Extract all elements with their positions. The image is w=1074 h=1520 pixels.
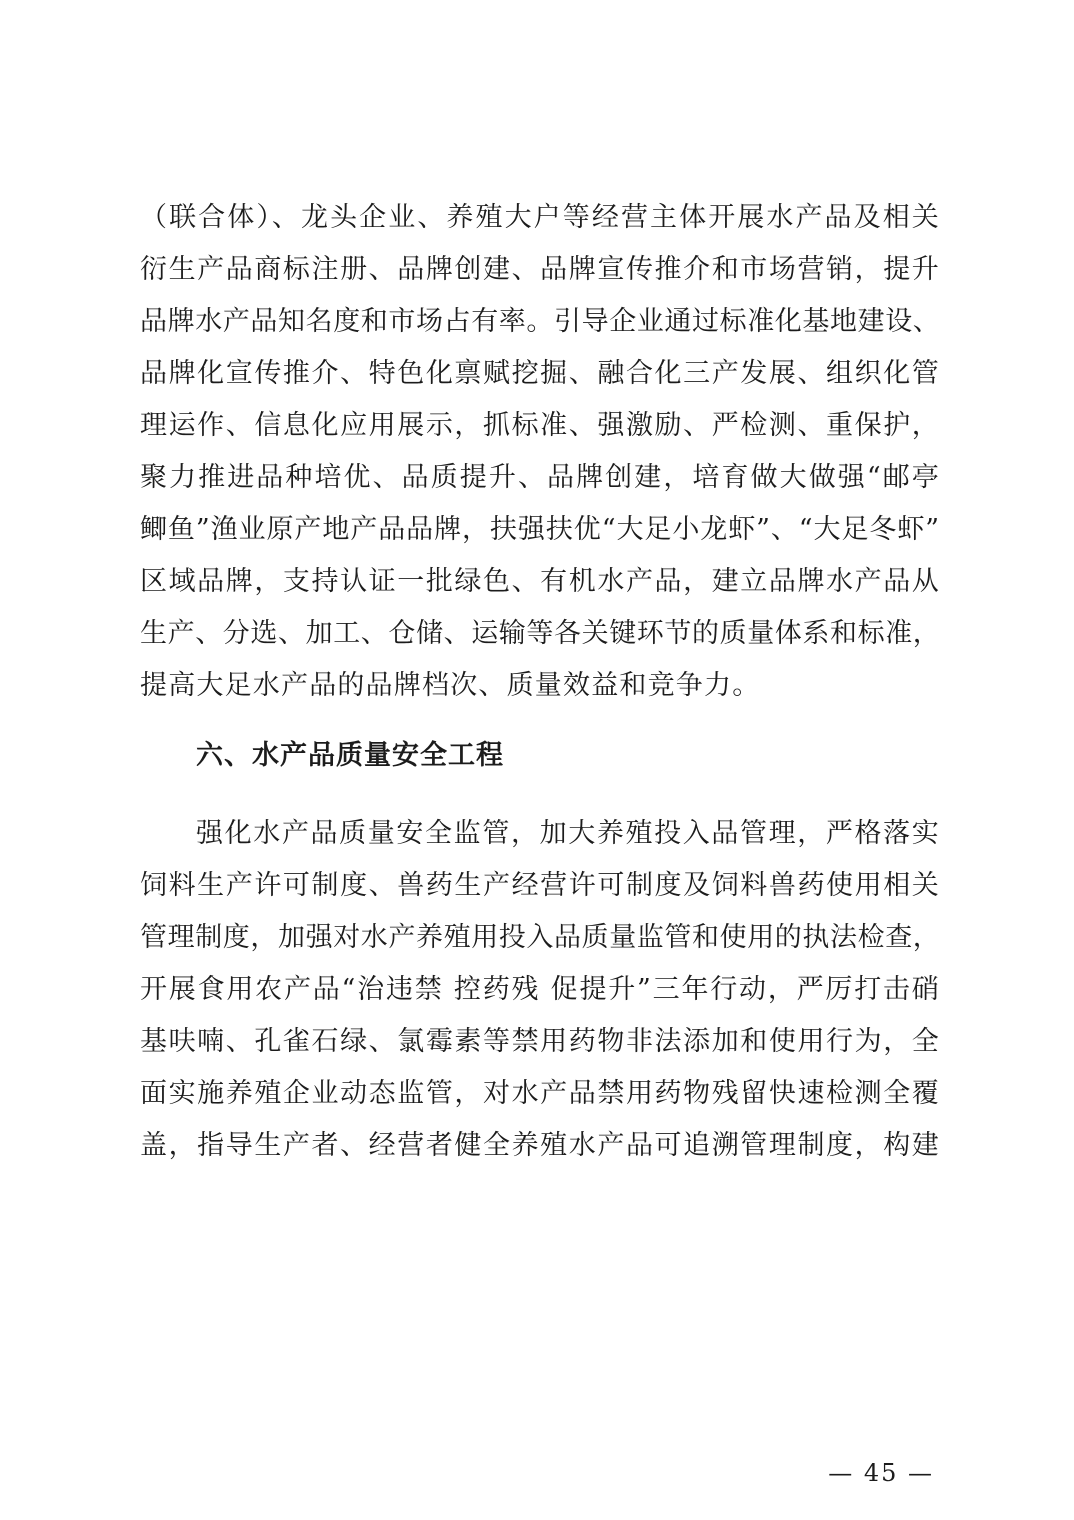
- paragraph-line: 衍生产品商标注册、品牌创建、品牌宣传推介和市场营销，提升: [140, 254, 940, 285]
- paragraph-line: 区域品牌，支持认证一批绿色、有机水产品，建立品牌水产品从: [140, 566, 940, 597]
- paragraph-line: 品牌化宣传推介、特色化禀赋挖掘、融合化三产发展、组织化管: [140, 358, 940, 389]
- paragraph-line: 开展食用农产品“治违禁 控药残 促提升”三年行动，严厉打击硝: [140, 974, 940, 1005]
- paragraph-line: 品牌水产品知名度和市场占有率。引导企业通过标准化基地建设、: [140, 306, 941, 337]
- paragraph-line: 鲫鱼”渔业原产地产品品牌，扶强扶优“大足小龙虾”、“大足冬虾”: [140, 514, 940, 545]
- paragraph-line: （联合体）、龙头企业、养殖大户等经营主体开展水产品及相关: [140, 202, 940, 233]
- paragraph-line: 基呋喃、孔雀石绿、氯霉素等禁用药物非法添加和使用行为，全: [140, 1026, 940, 1057]
- paragraph-line: 理运作、信息化应用展示，抓标准、强激励、严检测、重保护，: [140, 410, 940, 441]
- paragraph-line: 管理制度，加强对水产养殖用投入品质量监管和使用的执法检查，: [140, 922, 941, 953]
- paragraph-line: 面实施养殖企业动态监管，对水产品禁用药物残留快速检测全覆: [140, 1078, 940, 1109]
- paragraph-line: 饲料生产许可制度、兽药生产经营许可制度及饲料兽药使用相关: [140, 870, 940, 901]
- paragraph-line: 提高大足水产品的品牌档次、质量效益和竞争力。: [140, 670, 761, 701]
- section-heading: 六、水产品质量安全工程: [196, 740, 504, 771]
- paragraph-line: 生产、分选、加工、仓储、运输等各关键环节的质量体系和标准，: [140, 618, 941, 649]
- page-number: — 45 —: [828, 1459, 934, 1487]
- paragraph-line: 强化水产品质量安全监管，加大养殖投入品管理，严格落实: [196, 818, 940, 849]
- paragraph-line: 盖，指导生产者、经营者健全养殖水产品可追溯管理制度，构建: [140, 1130, 940, 1161]
- paragraph-brand-building: [140, 192, 940, 712]
- paragraph-quality-safety: [140, 808, 940, 1172]
- paragraph-line: 聚力推进品种培优、品质提升、品牌创建，培育做大做强“邮亭: [140, 462, 940, 493]
